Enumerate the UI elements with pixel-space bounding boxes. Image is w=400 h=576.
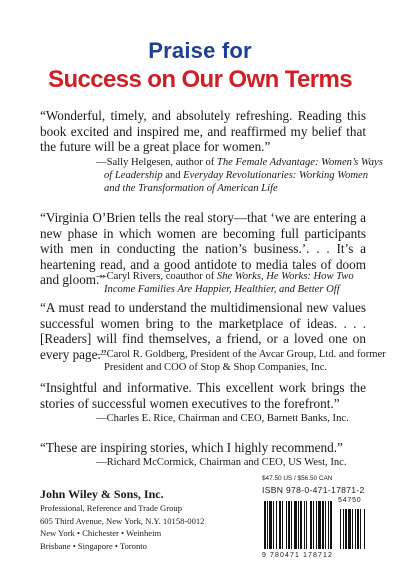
quote-rice: “Insightful and informative. This excellent work brings the stories of successful women executives to the forefront.”: [40, 380, 366, 411]
publisher-block: [40, 487, 240, 552]
praise-title: Praise for: [148, 38, 252, 63]
publisher-division: Professional, Reference and Trade Group: [40, 503, 182, 513]
isbn-label: ISBN 978-0-471-17871-2: [262, 485, 365, 495]
publisher-name: John Wiley & Sons, Inc.: [40, 487, 164, 501]
quote-helgesen: “Wonderful, timely, and absolutely refreshing. Reading this book excited and inspired me, and reaffirmed my belief that the future will be a great place for women.”: [40, 108, 366, 155]
attribution-rivers: —Caryl Rivers, coauthor of She Works, He Works: How Two Income Families Are Happier, Healthier, and Better Off: [96, 271, 354, 295]
publisher-cities-2: Brisbane • Singapore • Toronto: [40, 540, 147, 551]
attribution-helgesen: —Sally Helgesen, author of The Female Advantage: Women’s Ways of Leadership and Everyday Revolutionaries: Working Women and the Transformation of American Life: [96, 157, 383, 194]
quote-mccormick: “These are inspiring stories, which I highly recommend.”: [40, 440, 343, 455]
attribution-rice: —Charles E. Rice, Chairman and CEO, Barnett Banks, Inc.: [96, 413, 349, 424]
barcode-addon-digits: 54750: [338, 497, 362, 504]
barcode-digits: 9 780471 178712: [262, 552, 333, 559]
publisher-address: 605 Third Avenue, New York, N.Y. 10158-0012: [40, 515, 205, 526]
book-title: Success on Our Own Terms: [48, 66, 352, 93]
attribution-goldberg: —Carol R. Goldberg, President of the Avcar Group, Ltd. and former President and COO of Stop & Shop Companies, Inc.: [96, 349, 386, 373]
publisher-cities-1: New York • Chichester • Weinheim: [40, 528, 162, 538]
quote-rivers: “Virginia O’Brien tells the real story—that ‘we are entering a new phase in which women are becoming full participants with men in conducting the nation’s business.’. . . It’s a heartening read, and a good antidote to media tales of doom and gloom.”: [40, 210, 366, 288]
price-label: $47.50 US / $56.50 CAN: [262, 475, 333, 482]
quote-goldberg: “A must read to understand the multidimensional new values successful women bring to the marketplace of ideas. . . . [Readers] will find themselves, a friend, or a loved one on every page.”: [40, 300, 366, 362]
barcode-icon: [262, 497, 372, 553]
attribution-mccormick: —Richard McCormick, Chairman and CEO, US West, Inc.: [96, 457, 347, 468]
